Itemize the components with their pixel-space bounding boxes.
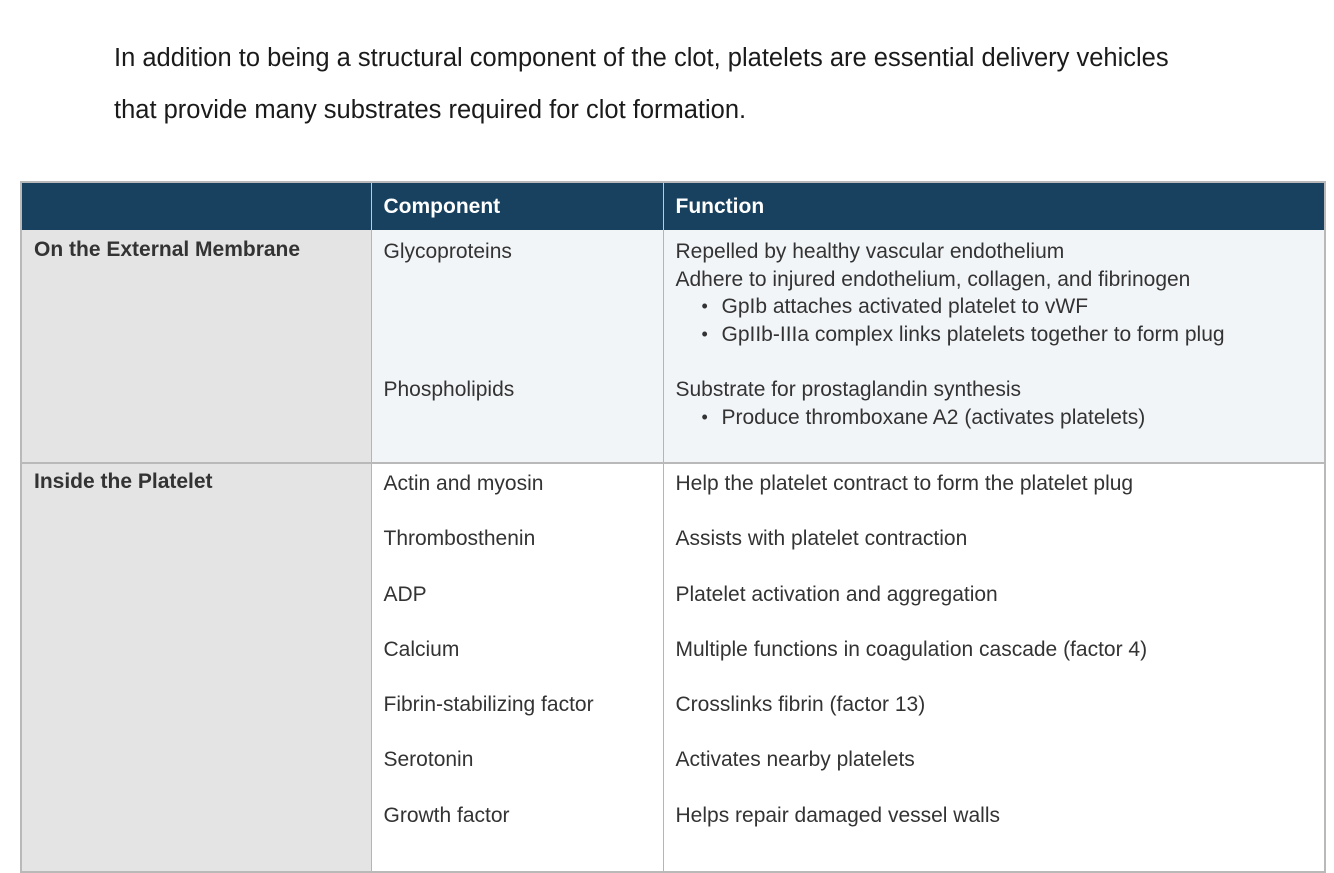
component-item: Thrombosthenin xyxy=(383,527,536,551)
external-functions-cell xyxy=(663,230,1325,463)
intro-paragraph xyxy=(114,32,1254,136)
table-header xyxy=(21,182,1325,230)
component-item: Fibrin-stabilizing factor xyxy=(383,693,594,717)
inside-functions-cell xyxy=(663,463,1325,872)
section-label-inside: Inside the Platelet xyxy=(21,463,371,872)
bullet-item: • GpIIb-IIIa complex links platelets together to form plug xyxy=(702,321,1313,349)
header-function: Function xyxy=(663,182,1325,230)
component-item: ADP xyxy=(383,582,427,606)
function-phospholipids xyxy=(676,376,1313,436)
component-item: Actin and myosin xyxy=(383,472,544,495)
bullet-list xyxy=(676,404,1313,432)
function-item: Help the platelet contract to form the platelet plug xyxy=(675,472,1134,495)
component-item: Serotonin xyxy=(383,748,474,772)
header-row xyxy=(21,182,1325,230)
header-component: Component xyxy=(371,182,663,230)
intro-line-1: In addition to being a structural component of the clot, platelets are essential delivery vehicles xyxy=(114,44,1169,72)
component-phospholipids: Phospholipids xyxy=(383,378,515,401)
inside-components-cell xyxy=(371,463,663,872)
function-item: Helps repair damaged vessel walls xyxy=(675,803,1000,827)
function-line: Substrate for prostaglandin synthesis xyxy=(675,378,1022,401)
function-line: Adhere to injured endothelium, collagen, and fibrinogen xyxy=(675,267,1191,291)
table-row-inside-platelet xyxy=(21,463,1325,872)
bullet-item: • GpIb attaches activated platelet to vWF xyxy=(702,293,1313,321)
header-location xyxy=(21,182,371,230)
function-item: Platelet activation and aggregation xyxy=(675,582,998,606)
section-label-external: On the External Membrane xyxy=(21,230,371,463)
function-item: Assists with platelet contraction xyxy=(675,527,968,551)
function-line: Repelled by healthy vascular endothelium xyxy=(675,240,1065,263)
function-item: Activates nearby platelets xyxy=(675,748,915,772)
bullet-item: • Produce thromboxane A2 (activates platelets) xyxy=(702,404,1313,432)
bullet-list xyxy=(676,293,1313,348)
function-item: Crosslinks fibrin (factor 13) xyxy=(675,693,926,717)
component-item: Growth factor xyxy=(383,803,510,827)
intro-line-2: that provide many substrates required for clot formation. xyxy=(114,96,747,124)
platelet-components-table xyxy=(20,181,1326,873)
table-row-external-membrane xyxy=(21,230,1325,463)
external-components-cell xyxy=(371,230,663,463)
function-item: Multiple functions in coagulation cascade (factor 4) xyxy=(675,637,1148,661)
component-item: Calcium xyxy=(383,637,460,661)
function-glycoproteins xyxy=(676,238,1313,376)
component-glycoproteins: Glycoproteins xyxy=(383,240,512,263)
